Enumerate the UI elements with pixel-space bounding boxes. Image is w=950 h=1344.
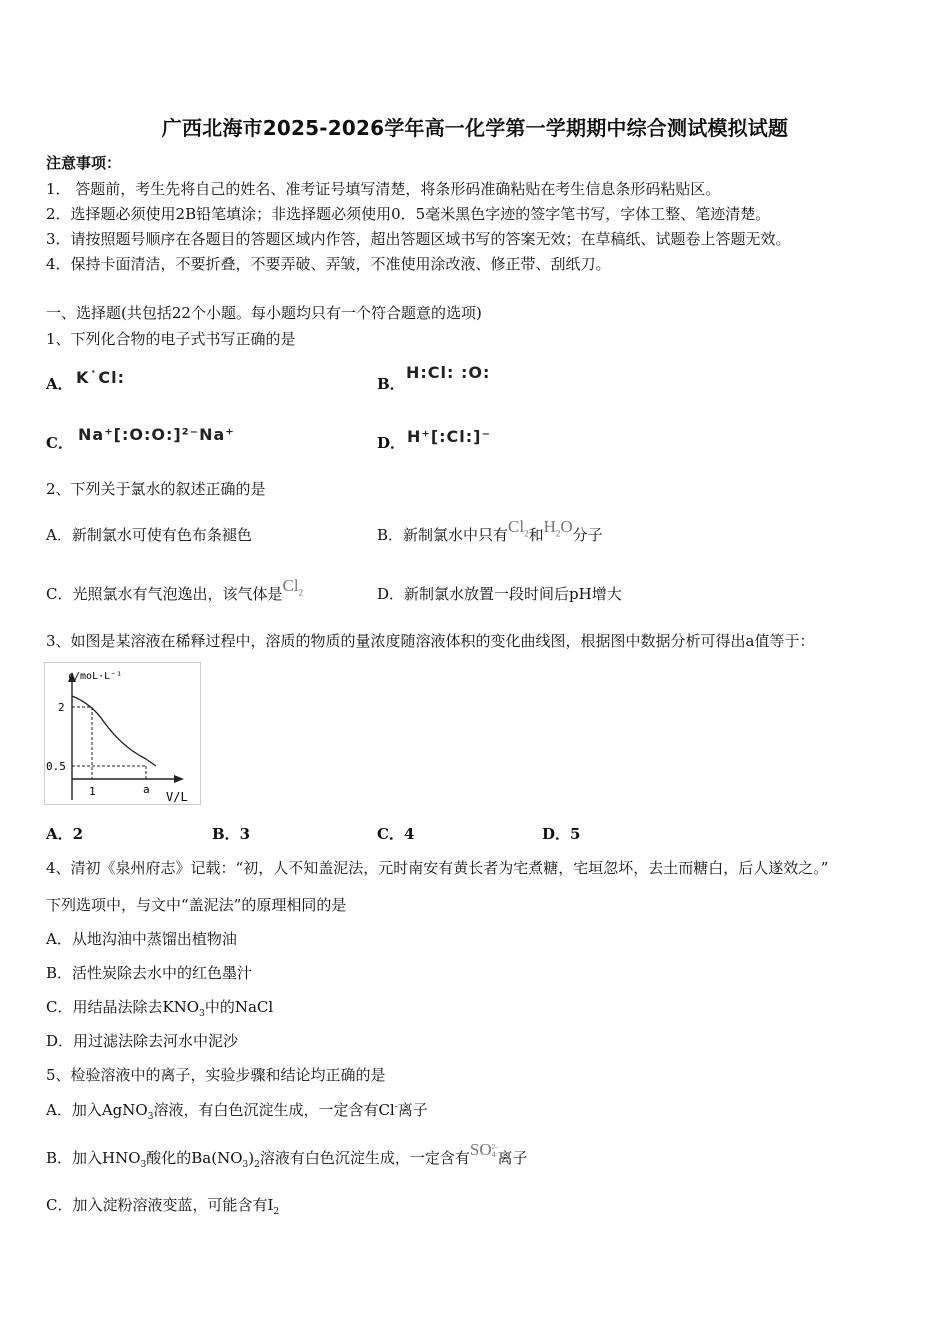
q3-concentration-graph bbox=[44, 662, 202, 806]
q3-option-c: C．4 bbox=[377, 825, 415, 843]
q1-option-a-formula: K˙Cl: bbox=[76, 368, 126, 387]
graph-ytick-2: 2 bbox=[58, 701, 65, 714]
graph-xtick-1: 1 bbox=[89, 785, 96, 798]
q1-option-a-label: A． bbox=[46, 375, 73, 393]
section-heading: 一、选择题(共包括22个小题。每小题均只有一个符合题意的选项) bbox=[46, 304, 482, 322]
q1-option-c-formula: Na⁺[:O:O:]²⁻Na⁺ bbox=[78, 425, 235, 444]
notice-heading: 注意事项： bbox=[46, 154, 122, 172]
q1-option-b-label: B． bbox=[377, 375, 405, 393]
notice-item-2: 2．选择题必须使用2B铅笔填涂；非选择题必须使用0．5毫米黑色字迹的签字笔书写，字体工整、笔迹清楚。 bbox=[46, 205, 771, 223]
graph-ytick-05: 0.5 bbox=[46, 760, 66, 773]
q1-option-c-label: C． bbox=[46, 434, 73, 452]
page-title: 广西北海市2025-2026学年高一化学第一学期期中综合测试模拟试题 bbox=[161, 116, 789, 140]
q3-option-a: A．2 bbox=[46, 825, 84, 843]
q5-stem: 5、检验溶液中的离子，实验步骤和结论均正确的是 bbox=[46, 1066, 386, 1084]
q4-option-a: A．从地沟油中蒸馏出植物油 bbox=[46, 930, 237, 948]
graph-frame bbox=[45, 663, 201, 805]
graph-xtick-a: a bbox=[143, 783, 150, 796]
notice-item-4: 4．保持卡面清洁，不要折叠，不要弄破、弄皱，不准使用涂改液、修正带、刮纸刀。 bbox=[46, 255, 611, 273]
q2-option-d: D．新制氯水放置一段时间后pH增大 bbox=[377, 585, 622, 603]
q3-option-b: B．3 bbox=[212, 825, 251, 843]
q2-stem: 2、下列关于氯水的叙述正确的是 bbox=[46, 480, 266, 498]
q1-option-b-formula: H:Cl: :O: bbox=[406, 363, 491, 382]
q1-stem: 1、下列化合物的电子式书写正确的是 bbox=[46, 330, 296, 348]
q5-option-b: B．加入$HNO_3$酸化的$Ba(NO_3)_2$溶液有白色沉淀生成，一定含有SO 2- 4 离子 bbox=[46, 1140, 528, 1170]
graph-xlabel: V/L bbox=[166, 790, 188, 804]
notice-item-1: 1． 答题前，考生先将自己的姓名、准考证号填写清楚，将条形码准确粘贴在考生信息条形码粘贴区。 bbox=[46, 180, 721, 198]
q4-option-b: B．活性炭除去水中的红色墨汁 bbox=[46, 964, 253, 982]
graph-ylabel: c/moL·L⁻¹ bbox=[68, 671, 123, 682]
q4-option-d: D．用过滤法除去河水中泥沙 bbox=[46, 1032, 239, 1050]
q3-option-d: D．5 bbox=[542, 825, 581, 843]
q4-stem-line1: 4、清初《泉州府志》记载：“初，人不知盖泥法，元时南安有黄长者为宅煮糖，宅垣忽坏，去土而糖白，后人遂效之。” bbox=[46, 859, 829, 877]
q5-option-c: C．加入淀粉溶液变蓝，可能含有$I_2$ bbox=[46, 1196, 280, 1217]
q4-stem-line2: 下列选项中，与文中“盖泥法”的原理相同的是 bbox=[46, 896, 347, 914]
q2-option-c: C．光照氯水有气泡逸出，该气体是$Cl_2$ bbox=[46, 576, 304, 603]
q5-option-a: A．加入AgNO$_3$溶液，有白色沉淀生成，一定含有Cl-离子 bbox=[46, 1101, 428, 1122]
q2-option-a: A．新制氯水可使有色布条褪色 bbox=[46, 526, 252, 544]
q4-option-c: C．用结晶法除去$KNO_3$中的NaCl bbox=[46, 998, 274, 1019]
q1-option-d-formula: H⁺[:Cl:]⁻ bbox=[407, 427, 491, 446]
q2-option-b: B．新制氯水中只有$Cl_2$和$H_2O$分子 bbox=[377, 517, 603, 544]
q1-option-d-label: D． bbox=[377, 434, 406, 452]
q3-stem: 3、如图是某溶液在稀释过程中，溶质的物质的量浓度随溶液体积的变化曲线图，根据图中数据分析可得出a值等于： bbox=[46, 632, 815, 650]
notice-item-3: 3．请按照题号顺序在各题目的答题区域内作答，超出答题区域书写的答案无效；在草稿纸、试题卷上答题无效。 bbox=[46, 230, 791, 248]
